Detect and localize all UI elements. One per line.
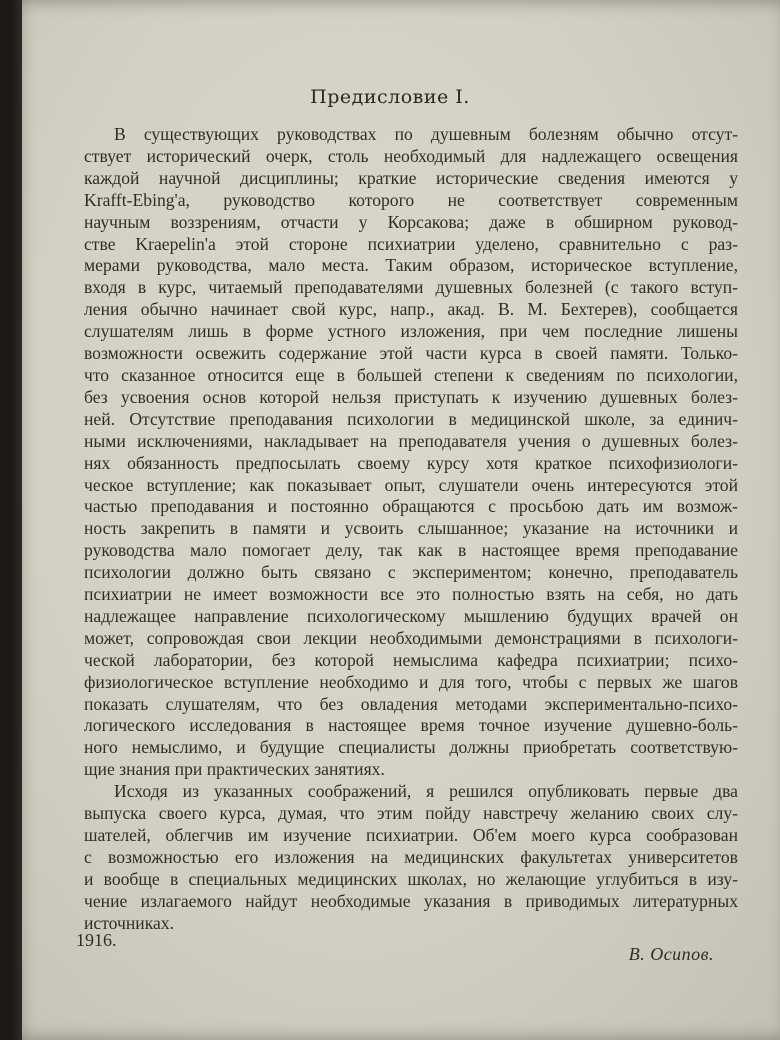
text-line: возможности освежить содержание этой части курса в своей памяти. Только- — [84, 343, 738, 364]
text-line: что сказанное относится еще в большей степени к сведениям по психологии, — [84, 364, 738, 385]
text-line: надлежащее направление психологическому мышлению будущих врачей он — [84, 605, 738, 626]
text-line: ления обычно начинает свой курс, напр., акад. В. М. Бехтерев), сообщается — [84, 299, 738, 320]
page-binding-edge — [10, 0, 22, 1040]
text-line: щие знания при практических занятиях. — [84, 759, 385, 780]
text-line: психологии должно быть связано с экспериментом; конечно, преподаватель — [84, 562, 738, 583]
text-line: нях обязанность предпосылать своему курсу хотя краткое психофизиологи- — [84, 452, 738, 473]
text-line: мерами руководства, мало места. Таким образом, историческое вступление, — [84, 255, 738, 276]
text-line: ческой лаборатории, без которой немыслима кафедра психиатрии; психо- — [84, 649, 738, 670]
text-line: входя в курс, читаемый преподавателями душевных болезней (с такого вступ- — [84, 277, 738, 298]
text-line: ность закрепить в памяти и усвоить слышанное; указание на источники и — [84, 518, 738, 539]
text-line: ными исключениями, накладывает на преподавателя учения о душевных болез- — [84, 430, 738, 451]
text-line: источниках. — [84, 912, 174, 933]
text-line: ческое вступление; как показывает опыт, слушатели очень интересуются этой — [84, 474, 738, 495]
text-line: без усвоения основ которой нельзя приступать к изучению душевных болез- — [84, 386, 738, 407]
text-line: научным воззрениям, отчасти у Корсакова; даже в обширном руковод- — [84, 211, 738, 232]
text-line: Исходя из указанных соображений, я решился опубликовать первые два — [114, 781, 738, 802]
text-line: ного немыслимо, и будущие специалисты должны приобретать соответствую- — [84, 737, 738, 758]
text-line: психиатрии не имеет возможности все это полностью взять на себя, но дать — [84, 584, 738, 605]
text-line: В существующих руководствах по душевным болезням обычно отсут- — [114, 124, 738, 144]
text-line: чение излагаемого найдут необходимые указания в приводимых литературных — [84, 890, 738, 911]
text-line: частью преподавания и постоянно обращаются с просьбою дать им возмож- — [84, 496, 738, 517]
text-line: ствует исторический очерк, столь необходимый для надлежащего освещения — [84, 145, 738, 166]
text-line: Krafft-Ebing'a, руководство которого не соответствует современным — [84, 189, 738, 210]
author-signature: В. Осипов. — [628, 944, 714, 964]
text-line: и вообще в специальных медицинских школах, но желающие углубиться в изу- — [84, 868, 738, 889]
paragraph-2 — [84, 781, 738, 934]
text-line: выпуска своего курса, думая, что этим пойду навстречу желанию своих слу- — [84, 803, 738, 824]
page-title: Предисловие I. — [310, 86, 470, 108]
text-line: логического исследования в настоящее время точное изучение душевно-боль- — [84, 715, 738, 736]
text-line: слушателям лишь в форме устного изложения, при чем последние лишены — [84, 321, 738, 342]
text-line: стве Kraepelin'a этой стороне психиатрии уделено, сравнительно с раз- — [84, 233, 738, 254]
text-line: ней. Отсутствие преподавания психологии в медицинской школе, за единич- — [84, 408, 738, 429]
paragraph-1 — [84, 124, 738, 781]
text-line: может, сопровождая свои лекции необходимыми демонстрациями в психологи- — [84, 627, 738, 648]
text-line: руководства мало помогает делу, так как в настоящее время преподавание — [84, 540, 738, 561]
preface-body — [84, 124, 738, 935]
text-line: шателей, облегчив им изучение психиатрии. Об'ем моего курса сообразован — [84, 825, 738, 845]
text-line: каждой научной дисциплины; краткие исторические сведения имеются у — [84, 167, 738, 188]
text-line: показать слушателям, что без овладения методами экспериментально-психо- — [84, 693, 738, 714]
text-line: физиологическое вступление необходимо и для того, чтобы с первых же шагов — [84, 671, 738, 692]
publication-year: 1916. — [76, 930, 117, 950]
text-line: с возможностью его изложения на медицинских факультетах университетов — [84, 846, 738, 867]
